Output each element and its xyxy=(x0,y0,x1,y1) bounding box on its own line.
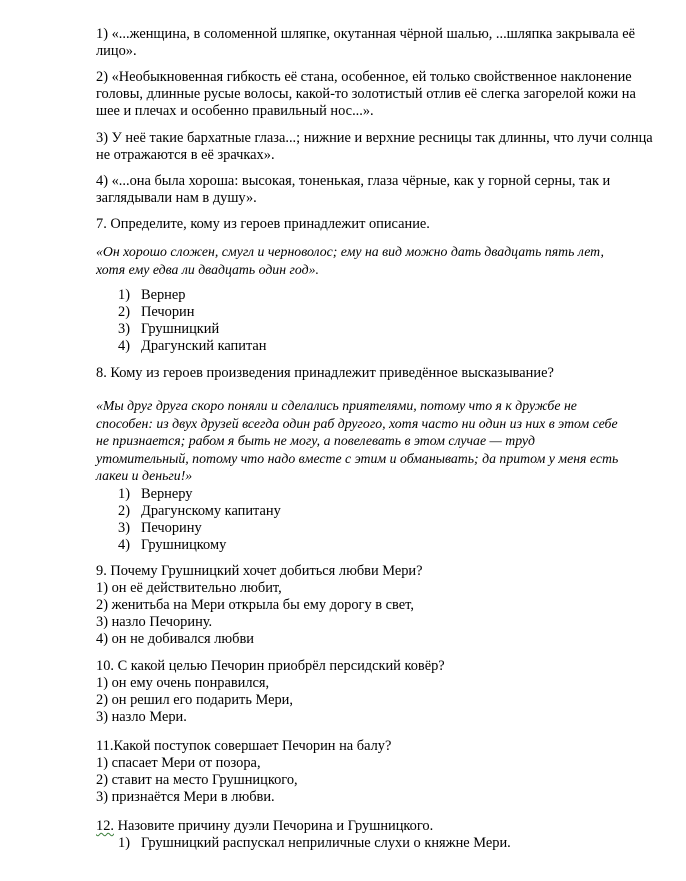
answer-line: 1) спасает Мери от позора, xyxy=(96,755,261,771)
answer-line: 3) назло Печорину. xyxy=(96,614,213,630)
option-number: 1) xyxy=(118,835,130,851)
description-2 xyxy=(96,69,656,120)
answer-line: 2) женитьба на Мери открыла бы ему дорогу в свет, xyxy=(96,597,414,613)
option-number: 1) xyxy=(118,486,130,502)
quote-line: «Он хорошо сложен, смугл и черноволос; ему на вид можно дать двадцать пять лет, xyxy=(96,244,604,259)
option-text: Грушницкий распускал неприличные слухи о княжне Мери. xyxy=(141,835,511,851)
quote-line: хотя ему едва ли двадцать один год». xyxy=(96,261,319,277)
quote-line: утомительный, потому что надо вместе с этим и обманывать; да притом у меня есть xyxy=(96,450,619,466)
text-line: 4) «...она была хороша: высокая, тоненькая, глаза чёрные, как у горной серны, так и xyxy=(96,173,611,189)
option-number: 2) xyxy=(118,503,130,519)
question-12-title xyxy=(96,818,656,835)
question-text: 8. Кому из героев произведения принадлежит приведённое высказывание? xyxy=(96,365,554,381)
question-7-title xyxy=(96,216,656,233)
question-text: 10. С какой целью Печорин приобрёл персидский ковёр? xyxy=(96,658,445,674)
option-number: 1) xyxy=(118,287,130,303)
quote-line: не признается; рабом я быть не могу, а повелевать в этом случае — труд xyxy=(96,433,535,448)
answer-line: 3) назло Мери. xyxy=(96,709,187,725)
option-number: 4) xyxy=(118,537,130,553)
question-12-text: Назовите причину дуэли Печорина и Грушницкого. xyxy=(114,818,434,834)
question-8-title xyxy=(96,365,656,382)
question-10 xyxy=(96,658,656,726)
question-11 xyxy=(96,738,656,806)
text-line: заглядывали нам в душу». xyxy=(96,190,257,206)
option-number: 3) xyxy=(118,321,130,337)
option-text: Грушницкий xyxy=(141,321,220,337)
quote-line: лакеи и деньги!» xyxy=(96,468,193,483)
text-line: не отражаются в её зрачках». xyxy=(96,147,275,163)
answer-line: 3) признаётся Мери в любви. xyxy=(96,789,275,805)
question-9 xyxy=(96,563,656,648)
text-line: 3) У неё такие бархатные глаза...; нижние и верхние ресницы так длинны, что лучи солнца xyxy=(96,130,653,146)
option-text: Печорин xyxy=(141,304,195,320)
question-7-quote xyxy=(96,243,656,278)
question-text: 7. Определите, кому из героев принадлежит описание. xyxy=(96,216,430,232)
text-line: 1) «...женщина, в соломенной шляпке, окутанная чёрной шалью, ...шляпка закрывала её xyxy=(96,26,636,42)
option-text: Вернер xyxy=(141,287,186,303)
question-text: 11.Какой поступок совершает Печорин на балу? xyxy=(96,738,392,754)
text-line: шее и плечах и особенно правильный нос...». xyxy=(96,103,374,119)
option-text: Драгунскому капитану xyxy=(141,503,281,519)
text-line: 2) «Необыкновенная гибкость её стана, особенное, ей только свойственное наклонение xyxy=(96,69,632,85)
option-text: Драгунский капитан xyxy=(141,338,267,354)
text-line: головы, длинные русые волосы, какой-то золотистый отлив её слегка загорелой кожи на xyxy=(96,86,636,102)
text-line: лицо». xyxy=(96,43,137,59)
answer-line: 2) ставит на место Грушницкого, xyxy=(96,772,298,788)
description-4 xyxy=(96,173,656,207)
quote-line: способен: из двух друзей всегда один раб другого, хотя часто ни один из них в этом себе xyxy=(96,415,618,431)
description-1 xyxy=(96,26,656,60)
quote-line: «Мы друг друга скоро поняли и сделались приятелями, потому что я к дружбе не xyxy=(96,398,577,413)
answer-line: 1) он её действительно любит, xyxy=(96,580,282,596)
question-text xyxy=(96,818,656,835)
description-3 xyxy=(96,130,656,164)
question-12-number: 12. xyxy=(96,818,114,834)
option-number: 2) xyxy=(118,304,130,320)
option-text: Вернеру xyxy=(141,486,193,502)
answer-line: 4) он не добивался любви xyxy=(96,631,254,647)
option-number: 4) xyxy=(118,338,130,354)
answer-line: 1) он ему очень понравился, xyxy=(96,675,270,691)
option-number: 3) xyxy=(118,520,130,536)
answer-line: 2) он решил его подарить Мери, xyxy=(96,692,293,708)
option-text: Печорину xyxy=(141,520,202,536)
option-text: Грушницкому xyxy=(141,537,227,553)
question-8-quote xyxy=(96,397,656,485)
question-text: 9. Почему Грушницкий хочет добиться любви Мери? xyxy=(96,563,423,579)
